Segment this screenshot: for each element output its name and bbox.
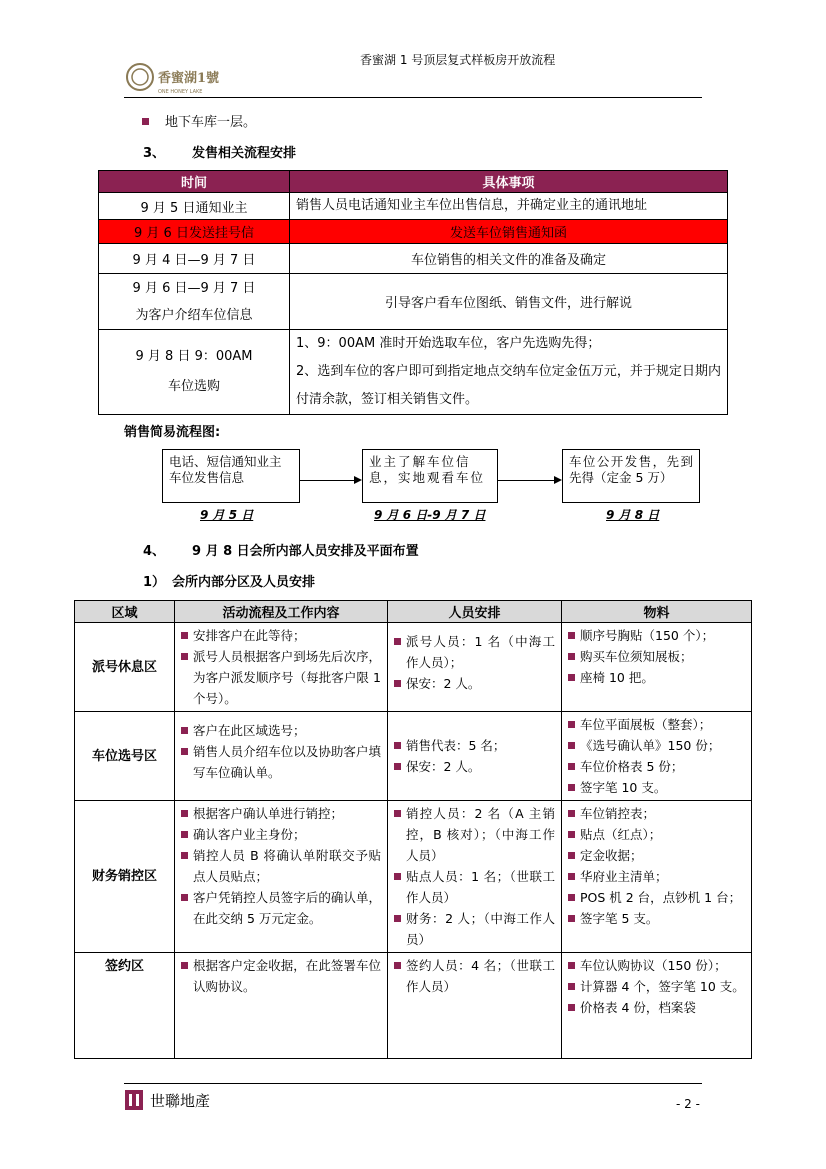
- section-4-title: 9 月 8 日会所内部人员安排及平面布置: [192, 544, 419, 559]
- schedule-time: 9 月 4 日—9 月 7 日: [99, 244, 290, 274]
- list-item: 座椅 10 把。: [568, 667, 745, 688]
- list-item: 派号人员根据客户到场先后次序，为客户派发顺序号（每批客户限 1 个号）。: [181, 646, 381, 709]
- section-4-number: 4、: [143, 544, 166, 559]
- zone-area: 车位选号区: [75, 712, 175, 801]
- zone-area: 派号休息区: [75, 623, 175, 712]
- list-item: 签约人员：4 名；（世联工作人员）: [394, 955, 555, 997]
- schedule-table: [98, 170, 728, 415]
- section-3-title: 发售相关流程安排: [192, 146, 297, 161]
- table-row: [75, 801, 752, 953]
- schedule-time: 9 月 8 日 9：00AM: [135, 349, 253, 364]
- list-item: 销售人员介绍车位以及协助客户填写车位确认单。: [181, 741, 381, 783]
- table-row: [99, 274, 728, 330]
- list-item: 车位认购协议（150 份）；: [568, 955, 745, 976]
- zones-header-row: [75, 601, 752, 623]
- page-header-title: 香蜜湖 1 号顶层复式样板房开放流程: [360, 53, 556, 67]
- table-row: [99, 244, 728, 274]
- zones-table: [74, 600, 752, 1059]
- header-divider: [124, 97, 702, 98]
- col-header-time: 时间: [99, 171, 290, 193]
- col-header-area: 区域: [75, 601, 175, 623]
- schedule-item-cell: [290, 330, 728, 415]
- list-item: 车位价格表 5 份；: [568, 756, 745, 777]
- list-item: 签字笔 10 支。: [568, 777, 745, 798]
- subsection-1-title: 会所内部分区及人员安排: [172, 575, 316, 590]
- flow-date-2: 9 月 6 日-9 月 7 日: [374, 508, 486, 522]
- list-item: 销售代表：5 名；: [394, 735, 555, 756]
- schedule-time-cell: [99, 274, 290, 330]
- list-item: 华府业主清单；: [568, 866, 745, 887]
- flow-title: 销售简易流程图:: [124, 425, 221, 440]
- zone-area: 财务销控区: [75, 801, 175, 953]
- schedule-time-note: 为客户介绍车位信息: [135, 307, 253, 323]
- list-item: 根据客户定金收据，在此签署车位认购协议。: [181, 955, 381, 997]
- zone-process: [175, 953, 388, 1059]
- table-row: [99, 193, 728, 220]
- list-item: 购买车位须知展板；: [568, 646, 745, 667]
- brand-logo: [124, 60, 224, 96]
- list-item: 保安：2 人。: [394, 673, 555, 694]
- list-item: 客户在此区域选号；: [181, 720, 381, 741]
- schedule-item: 1、9：00AM 准时开始选取车位，客户先选购先得；: [296, 336, 601, 351]
- list-item: 根据客户确认单进行销控；: [181, 803, 381, 824]
- table-row: [75, 623, 752, 712]
- flow-date-1: 9 月 5 日: [200, 508, 254, 522]
- flow-arrow-line: [300, 480, 354, 481]
- zone-materials: [562, 623, 752, 712]
- list-item: 车位平面展板（整套）；: [568, 714, 745, 735]
- zone-staff: [388, 623, 562, 712]
- list-item: 安排客户在此等待；: [181, 625, 381, 646]
- schedule-item: 车位销售的相关文件的准备及确定: [290, 244, 728, 274]
- zone-process: [175, 623, 388, 712]
- list-item: 派号人员：1 名（中海工作人员）；: [394, 631, 555, 673]
- list-item: 财务：2 人；（中海工作人员）: [394, 908, 555, 950]
- schedule-time-note: 车位选购: [167, 379, 220, 394]
- list-item: 保安：2 人。: [394, 756, 555, 777]
- logo-subtext: ONE HONEY LAKE: [158, 89, 203, 95]
- flow-arrow-line: [498, 480, 554, 481]
- col-header-materials: 物料: [562, 601, 752, 623]
- list-item: 贴点人员：1 名；（世联工作人员）: [394, 866, 555, 908]
- col-header-process: 活动流程及工作内容: [175, 601, 388, 623]
- table-row-highlight: [99, 220, 728, 244]
- list-item: 签字笔 5 支。: [568, 908, 745, 929]
- flow-date-3: 9 月 8 日: [606, 508, 660, 522]
- list-item: 贴点（红点）；: [568, 824, 745, 845]
- schedule-item: 发送车位销售通知函: [290, 220, 728, 244]
- intro-bullet: [142, 111, 256, 130]
- zone-staff: [388, 953, 562, 1059]
- zone-materials: [562, 712, 752, 801]
- list-item: 计算器 4 个，签字笔 10 支。: [568, 976, 745, 997]
- intro-bullet-text: 地下车库一层。: [165, 115, 257, 130]
- zone-area: 签约区: [75, 953, 175, 1059]
- zone-materials: [562, 801, 752, 953]
- list-item: 客户凭销控人员签字后的确认单，在此交纳 5 万元定金。: [181, 887, 381, 929]
- schedule-time: 9 月 6 日—9 月 7 日: [132, 280, 256, 296]
- schedule-time-cell: [99, 330, 290, 415]
- col-header-item: 具体事项: [290, 171, 728, 193]
- schedule-header-row: [99, 171, 728, 193]
- list-item: 确认客户业主身份；: [181, 824, 381, 845]
- schedule-item-note: 2、选到车位的客户即可到指定地点交纳车位定金伍万元，并于规定日期内付清余款，签订相关销售文件。: [296, 364, 721, 407]
- flow-step-2: 业主了解车位信息，实地观看车位: [362, 449, 498, 503]
- col-header-staff: 人员安排: [388, 601, 562, 623]
- list-item: 定金收据；: [568, 845, 745, 866]
- zone-process: [175, 801, 388, 953]
- arrow-right-icon: [554, 476, 562, 484]
- table-row: [99, 330, 728, 415]
- zone-staff: [388, 801, 562, 953]
- arrow-right-icon: [354, 476, 362, 484]
- zone-process: [175, 712, 388, 801]
- schedule-item: 销售人员电话通知业主车位出售信息，并确定业主的通讯地址: [290, 193, 728, 220]
- list-item: 销控人员：2 名（A 主销控，B 核对）；（中海工作人员）: [394, 803, 555, 866]
- footer-divider: [124, 1083, 702, 1084]
- list-item: 顺序号胸贴（150 个）；: [568, 625, 745, 646]
- subsection-1-number: 1）: [143, 575, 166, 590]
- table-row: [75, 712, 752, 801]
- list-item: 《选号确认单》150 份；: [568, 735, 745, 756]
- footer-company-name: 世聯地產: [150, 1092, 211, 1110]
- list-item: 车位销控表；: [568, 803, 745, 824]
- bullet-square-icon: [142, 118, 149, 125]
- zone-materials: [562, 953, 752, 1059]
- page-number: - 2 -: [676, 1097, 700, 1111]
- list-item: POS 机 2 台，点钞机 1 台；: [568, 887, 745, 908]
- footer-company-logo: [124, 1089, 234, 1115]
- list-item: 销控人员 B 将确认单附联交予贴点人员贴点；: [181, 845, 381, 887]
- zone-staff: [388, 712, 562, 801]
- schedule-time: 9 月 5 日通知业主: [99, 193, 290, 220]
- logo-text: 香蜜湖1號: [158, 71, 220, 86]
- flow-step-3: 车位公开发售，先到先得（定金 5 万）: [562, 449, 700, 503]
- list-item: 价格表 4 份，档案袋: [568, 997, 745, 1018]
- section-3-number: 3、: [143, 146, 166, 161]
- table-row: [75, 953, 752, 1059]
- flow-step-1: 电话、短信通知业主车位发售信息: [162, 449, 300, 503]
- schedule-time: 9 月 6 日发送挂号信: [99, 220, 290, 244]
- schedule-item: 引导客户看车位图纸、销售文件，进行解说: [290, 274, 728, 330]
